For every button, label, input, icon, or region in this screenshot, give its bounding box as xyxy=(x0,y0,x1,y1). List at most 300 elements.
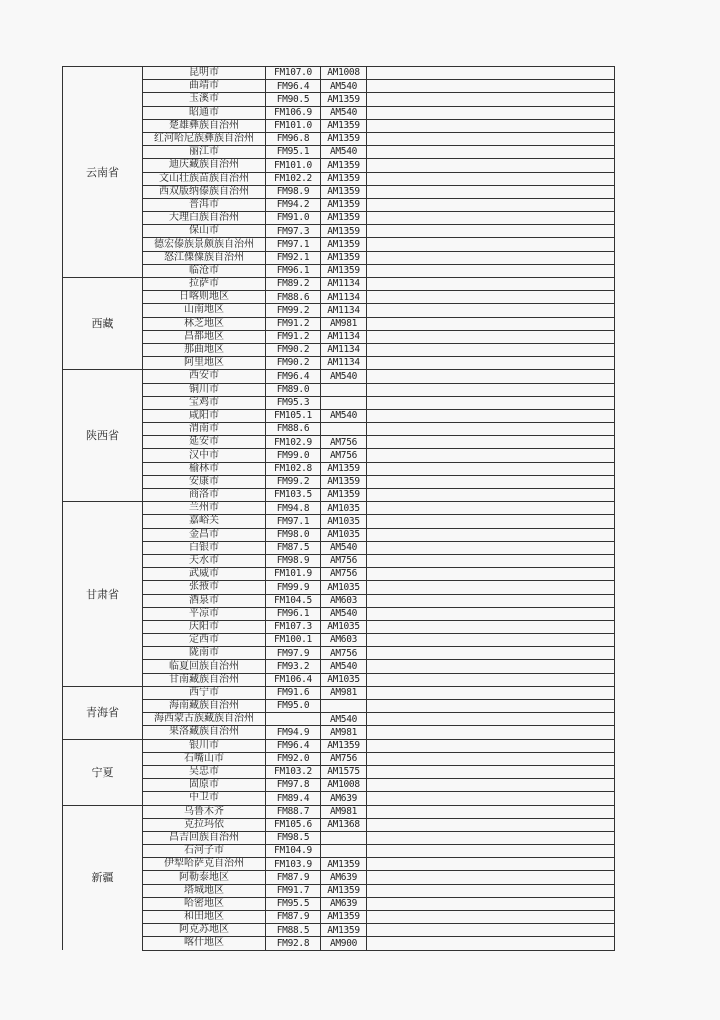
note-cell[interactable] xyxy=(367,146,615,159)
am-frequency-cell[interactable]: AM1134 xyxy=(321,357,367,370)
table-row xyxy=(63,765,615,778)
province-cell[interactable]: 甘肃省 xyxy=(63,502,143,687)
am-frequency-cell[interactable]: AM1359 xyxy=(321,858,367,871)
am-frequency-cell[interactable]: AM1359 xyxy=(321,119,367,132)
city-cell[interactable]: 酒泉市 xyxy=(143,594,266,607)
table-row xyxy=(63,554,615,567)
am-frequency-cell[interactable]: AM1575 xyxy=(321,765,367,778)
am-frequency-cell[interactable]: AM1035 xyxy=(321,528,367,541)
table-row xyxy=(63,436,615,449)
city-cell[interactable]: 那曲地区 xyxy=(143,343,266,356)
fm-frequency-cell[interactable]: FM99.2 xyxy=(266,475,321,488)
city-cell[interactable]: 德宏傣族景颇族自治州 xyxy=(143,238,266,251)
am-frequency-cell[interactable]: AM1035 xyxy=(321,515,367,528)
note-cell[interactable] xyxy=(367,159,615,172)
am-frequency-cell[interactable]: AM540 xyxy=(321,146,367,159)
fm-frequency-cell[interactable]: FM100.1 xyxy=(266,634,321,647)
am-frequency-cell[interactable]: AM1368 xyxy=(321,818,367,831)
note-cell[interactable] xyxy=(367,713,615,726)
am-frequency-cell[interactable]: AM1359 xyxy=(321,238,367,251)
am-frequency-cell[interactable]: AM1035 xyxy=(321,502,367,515)
city-cell[interactable]: 天水市 xyxy=(143,554,266,567)
fm-frequency-cell[interactable]: FM105.6 xyxy=(266,818,321,831)
note-cell[interactable] xyxy=(367,343,615,356)
city-cell[interactable]: 塔城地区 xyxy=(143,884,266,897)
am-frequency-cell[interactable]: AM1134 xyxy=(321,330,367,343)
fm-frequency-cell[interactable]: FM95.3 xyxy=(266,396,321,409)
am-frequency-cell[interactable]: AM1359 xyxy=(321,159,367,172)
city-cell[interactable]: 汉中市 xyxy=(143,449,266,462)
am-frequency-cell[interactable]: AM639 xyxy=(321,871,367,884)
note-cell[interactable] xyxy=(367,409,615,422)
fm-frequency-cell[interactable]: FM87.9 xyxy=(266,871,321,884)
table-row xyxy=(63,106,615,119)
province-cell[interactable]: 新疆 xyxy=(63,805,143,950)
fm-frequency-cell[interactable]: FM92.0 xyxy=(266,752,321,765)
am-frequency-cell[interactable]: AM540 xyxy=(321,80,367,93)
am-frequency-cell[interactable]: AM981 xyxy=(321,805,367,818)
city-cell[interactable]: 和田地区 xyxy=(143,911,266,924)
fm-frequency-cell[interactable]: FM88.7 xyxy=(266,805,321,818)
note-cell[interactable] xyxy=(367,93,615,106)
city-cell[interactable]: 咸阳市 xyxy=(143,409,266,422)
city-cell[interactable]: 昆明市 xyxy=(143,67,266,80)
note-cell[interactable] xyxy=(367,357,615,370)
city-cell[interactable]: 商洛市 xyxy=(143,489,266,502)
note-cell[interactable] xyxy=(367,528,615,541)
fm-frequency-cell[interactable]: FM96.8 xyxy=(266,132,321,145)
fm-frequency-cell[interactable]: FM106.9 xyxy=(266,106,321,119)
city-cell[interactable]: 哈密地区 xyxy=(143,897,266,910)
city-cell[interactable]: 宝鸡市 xyxy=(143,396,266,409)
province-cell[interactable]: 西藏 xyxy=(63,278,143,370)
am-frequency-cell[interactable]: AM1008 xyxy=(321,67,367,80)
city-cell[interactable]: 渭南市 xyxy=(143,423,266,436)
fm-frequency-cell[interactable]: FM98.9 xyxy=(266,185,321,198)
note-cell[interactable] xyxy=(367,212,615,225)
note-cell[interactable] xyxy=(367,871,615,884)
note-cell[interactable] xyxy=(367,198,615,211)
table-row xyxy=(63,212,615,225)
note-cell[interactable] xyxy=(367,383,615,396)
am-frequency-cell[interactable]: AM1008 xyxy=(321,779,367,792)
am-frequency-cell[interactable]: AM603 xyxy=(321,594,367,607)
city-cell[interactable]: 白银市 xyxy=(143,541,266,554)
am-frequency-cell[interactable]: AM639 xyxy=(321,792,367,805)
note-cell[interactable] xyxy=(367,647,615,660)
note-cell[interactable] xyxy=(367,620,615,633)
note-cell[interactable] xyxy=(367,700,615,713)
fm-frequency-cell[interactable]: FM88.6 xyxy=(266,291,321,304)
fm-frequency-cell[interactable]: FM92.8 xyxy=(266,937,321,950)
am-frequency-cell[interactable]: AM756 xyxy=(321,436,367,449)
table-row xyxy=(63,792,615,805)
fm-frequency-cell[interactable]: FM99.2 xyxy=(266,304,321,317)
table-row xyxy=(63,396,615,409)
table-row xyxy=(63,528,615,541)
am-frequency-cell[interactable]: AM540 xyxy=(321,713,367,726)
province-cell[interactable]: 宁夏 xyxy=(63,739,143,805)
fm-frequency-cell[interactable]: FM91.0 xyxy=(266,212,321,225)
city-cell[interactable]: 陇南市 xyxy=(143,647,266,660)
fm-frequency-cell[interactable]: FM94.8 xyxy=(266,502,321,515)
note-cell[interactable] xyxy=(367,449,615,462)
fm-frequency-cell[interactable]: FM96.4 xyxy=(266,739,321,752)
note-cell[interactable] xyxy=(367,423,615,436)
note-cell[interactable] xyxy=(367,80,615,93)
note-cell[interactable] xyxy=(367,554,615,567)
am-frequency-cell[interactable] xyxy=(321,396,367,409)
fm-frequency-cell[interactable]: FM91.6 xyxy=(266,686,321,699)
note-cell[interactable] xyxy=(367,581,615,594)
city-cell[interactable]: 楚雄彝族自治州 xyxy=(143,119,266,132)
city-cell[interactable]: 喀什地区 xyxy=(143,937,266,950)
city-cell[interactable]: 平凉市 xyxy=(143,607,266,620)
am-frequency-cell[interactable]: AM1359 xyxy=(321,489,367,502)
table-row xyxy=(63,291,615,304)
fm-frequency-cell[interactable]: FM97.8 xyxy=(266,779,321,792)
am-frequency-cell[interactable]: AM1359 xyxy=(321,739,367,752)
city-cell[interactable]: 石嘴山市 xyxy=(143,752,266,765)
city-cell[interactable]: 阿勒泰地区 xyxy=(143,871,266,884)
city-cell[interactable]: 西宁市 xyxy=(143,686,266,699)
fm-frequency-cell[interactable]: FM97.1 xyxy=(266,238,321,251)
table-row xyxy=(63,119,615,132)
am-frequency-cell[interactable]: AM756 xyxy=(321,568,367,581)
note-cell[interactable] xyxy=(367,251,615,264)
city-cell[interactable]: 银川市 xyxy=(143,739,266,752)
table-row xyxy=(63,343,615,356)
note-cell[interactable] xyxy=(367,278,615,291)
city-cell[interactable]: 临夏回族自治州 xyxy=(143,660,266,673)
am-frequency-cell[interactable]: AM1134 xyxy=(321,278,367,291)
city-cell[interactable]: 西安市 xyxy=(143,370,266,383)
note-cell[interactable] xyxy=(367,845,615,858)
city-cell[interactable]: 山南地区 xyxy=(143,304,266,317)
fm-frequency-cell[interactable]: FM97.9 xyxy=(266,647,321,660)
city-cell[interactable]: 金昌市 xyxy=(143,528,266,541)
city-cell[interactable]: 伊犁哈萨克自治州 xyxy=(143,858,266,871)
fm-frequency-cell[interactable]: FM98.5 xyxy=(266,831,321,844)
note-cell[interactable] xyxy=(367,673,615,686)
am-frequency-cell[interactable]: AM756 xyxy=(321,752,367,765)
am-frequency-cell[interactable] xyxy=(321,831,367,844)
note-cell[interactable] xyxy=(367,924,615,937)
table-row xyxy=(63,897,615,910)
am-frequency-cell[interactable] xyxy=(321,700,367,713)
am-frequency-cell[interactable]: AM900 xyxy=(321,937,367,950)
city-cell[interactable]: 张掖市 xyxy=(143,581,266,594)
city-cell[interactable]: 拉萨市 xyxy=(143,278,266,291)
note-cell[interactable] xyxy=(367,634,615,647)
note-cell[interactable] xyxy=(367,739,615,752)
fm-frequency-cell[interactable]: FM90.5 xyxy=(266,93,321,106)
am-frequency-cell[interactable]: AM1359 xyxy=(321,264,367,277)
city-cell[interactable]: 日喀则地区 xyxy=(143,291,266,304)
am-frequency-cell[interactable]: AM1359 xyxy=(321,884,367,897)
am-frequency-cell[interactable]: AM1134 xyxy=(321,304,367,317)
fm-frequency-cell[interactable]: FM94.9 xyxy=(266,726,321,739)
am-frequency-cell[interactable]: AM540 xyxy=(321,409,367,422)
note-cell[interactable] xyxy=(367,475,615,488)
note-cell[interactable] xyxy=(367,317,615,330)
fm-frequency-cell[interactable]: FM107.0 xyxy=(266,67,321,80)
fm-frequency-cell[interactable]: FM88.6 xyxy=(266,423,321,436)
am-frequency-cell[interactable]: AM540 xyxy=(321,660,367,673)
am-frequency-cell[interactable]: AM540 xyxy=(321,106,367,119)
city-cell[interactable]: 安康市 xyxy=(143,475,266,488)
city-cell[interactable]: 定西市 xyxy=(143,634,266,647)
table-row xyxy=(63,409,615,422)
am-frequency-cell[interactable]: AM1134 xyxy=(321,343,367,356)
fm-frequency-cell[interactable]: FM104.9 xyxy=(266,845,321,858)
fm-frequency-cell[interactable]: FM103.9 xyxy=(266,858,321,871)
fm-frequency-cell[interactable]: FM94.2 xyxy=(266,198,321,211)
am-frequency-cell[interactable]: AM1359 xyxy=(321,911,367,924)
note-cell[interactable] xyxy=(367,541,615,554)
note-cell[interactable] xyxy=(367,792,615,805)
am-frequency-cell[interactable]: AM540 xyxy=(321,607,367,620)
note-cell[interactable] xyxy=(367,726,615,739)
city-cell[interactable]: 克拉玛依 xyxy=(143,818,266,831)
city-cell[interactable]: 大理白族自治州 xyxy=(143,212,266,225)
table-row xyxy=(63,132,615,145)
city-cell[interactable]: 嘉峪关 xyxy=(143,515,266,528)
note-cell[interactable] xyxy=(367,238,615,251)
note-cell[interactable] xyxy=(367,911,615,924)
am-frequency-cell[interactable]: AM756 xyxy=(321,554,367,567)
fm-frequency-cell[interactable]: FM101.9 xyxy=(266,568,321,581)
city-cell[interactable]: 林芝地区 xyxy=(143,317,266,330)
city-cell[interactable]: 阿克苏地区 xyxy=(143,924,266,937)
fm-frequency-cell[interactable]: FM98.9 xyxy=(266,554,321,567)
city-cell[interactable]: 甘南藏族自治州 xyxy=(143,673,266,686)
city-cell[interactable]: 昌吉回族自治州 xyxy=(143,831,266,844)
note-cell[interactable] xyxy=(367,132,615,145)
fm-frequency-cell[interactable]: FM98.0 xyxy=(266,528,321,541)
city-cell[interactable]: 文山壮族苗族自治州 xyxy=(143,172,266,185)
fm-frequency-cell[interactable]: FM99.0 xyxy=(266,449,321,462)
note-cell[interactable] xyxy=(367,515,615,528)
city-cell[interactable]: 石河子市 xyxy=(143,845,266,858)
table-row xyxy=(63,805,615,818)
note-cell[interactable] xyxy=(367,185,615,198)
am-frequency-cell[interactable]: AM756 xyxy=(321,647,367,660)
note-cell[interactable] xyxy=(367,119,615,132)
city-cell[interactable]: 兰州市 xyxy=(143,502,266,515)
city-cell[interactable]: 榆林市 xyxy=(143,462,266,475)
city-cell[interactable]: 玉溪市 xyxy=(143,93,266,106)
city-cell[interactable]: 曲靖市 xyxy=(143,80,266,93)
note-cell[interactable] xyxy=(367,805,615,818)
am-frequency-cell[interactable]: AM1359 xyxy=(321,93,367,106)
am-frequency-cell[interactable]: AM756 xyxy=(321,449,367,462)
fm-frequency-cell[interactable]: FM89.0 xyxy=(266,383,321,396)
note-cell[interactable] xyxy=(367,818,615,831)
note-cell[interactable] xyxy=(367,225,615,238)
note-cell[interactable] xyxy=(367,264,615,277)
city-cell[interactable]: 普洱市 xyxy=(143,198,266,211)
fm-frequency-cell[interactable]: FM101.0 xyxy=(266,159,321,172)
note-cell[interactable] xyxy=(367,594,615,607)
am-frequency-cell[interactable]: AM1359 xyxy=(321,172,367,185)
note-cell[interactable] xyxy=(367,106,615,119)
note-cell[interactable] xyxy=(367,462,615,475)
am-frequency-cell[interactable]: AM1359 xyxy=(321,475,367,488)
city-cell[interactable]: 铜川市 xyxy=(143,383,266,396)
table-row xyxy=(63,251,615,264)
note-cell[interactable] xyxy=(367,304,615,317)
note-cell[interactable] xyxy=(367,752,615,765)
am-frequency-cell[interactable]: AM1035 xyxy=(321,673,367,686)
note-cell[interactable] xyxy=(367,396,615,409)
table-row xyxy=(63,330,615,343)
am-frequency-cell[interactable]: AM603 xyxy=(321,634,367,647)
table-row xyxy=(63,726,615,739)
am-frequency-cell[interactable]: AM540 xyxy=(321,370,367,383)
note-cell[interactable] xyxy=(367,660,615,673)
fm-frequency-cell[interactable]: FM88.5 xyxy=(266,924,321,937)
fm-frequency-cell[interactable]: FM95.1 xyxy=(266,146,321,159)
fm-frequency-cell[interactable]: FM105.1 xyxy=(266,409,321,422)
am-frequency-cell[interactable] xyxy=(321,845,367,858)
city-cell[interactable]: 海南藏族自治州 xyxy=(143,700,266,713)
table-row xyxy=(63,818,615,831)
note-cell[interactable] xyxy=(367,436,615,449)
city-cell[interactable]: 武威市 xyxy=(143,568,266,581)
am-frequency-cell[interactable]: AM1359 xyxy=(321,462,367,475)
fm-frequency-cell[interactable]: FM95.5 xyxy=(266,897,321,910)
note-cell[interactable] xyxy=(367,370,615,383)
city-cell[interactable]: 中卫市 xyxy=(143,792,266,805)
am-frequency-cell[interactable] xyxy=(321,423,367,436)
am-frequency-cell[interactable]: AM1359 xyxy=(321,251,367,264)
province-cell[interactable]: 陕西省 xyxy=(63,370,143,502)
city-cell[interactable]: 果洛藏族自治州 xyxy=(143,726,266,739)
am-frequency-cell[interactable]: AM1359 xyxy=(321,225,367,238)
city-cell[interactable]: 昭通市 xyxy=(143,106,266,119)
province-cell[interactable]: 青海省 xyxy=(63,686,143,739)
city-cell[interactable]: 海西蒙古族藏族自治州 xyxy=(143,713,266,726)
city-cell[interactable]: 固原市 xyxy=(143,779,266,792)
fm-frequency-cell[interactable]: FM104.5 xyxy=(266,594,321,607)
fm-frequency-cell[interactable]: FM87.9 xyxy=(266,911,321,924)
note-cell[interactable] xyxy=(367,172,615,185)
fm-frequency-cell[interactable]: FM89.4 xyxy=(266,792,321,805)
am-frequency-cell[interactable]: AM1359 xyxy=(321,198,367,211)
note-cell[interactable] xyxy=(367,568,615,581)
fm-frequency-cell[interactable]: FM87.5 xyxy=(266,541,321,554)
city-cell[interactable]: 红河哈尼族彝族自治州 xyxy=(143,132,266,145)
table-row xyxy=(63,238,615,251)
fm-frequency-cell[interactable]: FM102.8 xyxy=(266,462,321,475)
note-cell[interactable] xyxy=(367,937,615,950)
city-cell[interactable]: 保山市 xyxy=(143,225,266,238)
note-cell[interactable] xyxy=(367,67,615,80)
note-cell[interactable] xyxy=(367,779,615,792)
am-frequency-cell[interactable] xyxy=(321,383,367,396)
note-cell[interactable] xyxy=(367,686,615,699)
am-frequency-cell[interactable]: AM1359 xyxy=(321,185,367,198)
city-cell[interactable]: 庆阳市 xyxy=(143,620,266,633)
fm-frequency-cell[interactable]: FM96.1 xyxy=(266,264,321,277)
fm-frequency-cell[interactable]: FM90.2 xyxy=(266,357,321,370)
note-cell[interactable] xyxy=(367,884,615,897)
fm-frequency-cell[interactable]: FM96.4 xyxy=(266,370,321,383)
fm-frequency-cell[interactable]: FM93.2 xyxy=(266,660,321,673)
fm-frequency-cell[interactable]: FM91.2 xyxy=(266,317,321,330)
fm-frequency-cell[interactable]: FM96.1 xyxy=(266,607,321,620)
city-cell[interactable]: 吴忠市 xyxy=(143,765,266,778)
fm-frequency-cell[interactable]: FM95.0 xyxy=(266,700,321,713)
fm-frequency-cell[interactable]: FM96.4 xyxy=(266,80,321,93)
table-row xyxy=(63,93,615,106)
fm-frequency-cell[interactable]: FM106.4 xyxy=(266,673,321,686)
am-frequency-cell[interactable]: AM1035 xyxy=(321,620,367,633)
fm-frequency-cell[interactable] xyxy=(266,713,321,726)
city-cell[interactable]: 阿里地区 xyxy=(143,357,266,370)
am-frequency-cell[interactable]: AM1359 xyxy=(321,924,367,937)
fm-frequency-cell[interactable]: FM97.1 xyxy=(266,515,321,528)
fm-frequency-cell[interactable]: FM102.9 xyxy=(266,436,321,449)
fm-frequency-cell[interactable]: FM103.5 xyxy=(266,489,321,502)
fm-frequency-cell[interactable]: FM89.2 xyxy=(266,278,321,291)
am-frequency-cell[interactable]: AM1035 xyxy=(321,581,367,594)
am-frequency-cell[interactable]: AM1359 xyxy=(321,132,367,145)
table-row xyxy=(63,831,615,844)
fm-frequency-cell[interactable]: FM107.3 xyxy=(266,620,321,633)
note-cell[interactable] xyxy=(367,897,615,910)
city-cell[interactable]: 怒江傈僳族自治州 xyxy=(143,251,266,264)
am-frequency-cell[interactable]: AM639 xyxy=(321,897,367,910)
am-frequency-cell[interactable]: AM1134 xyxy=(321,291,367,304)
note-cell[interactable] xyxy=(367,489,615,502)
am-frequency-cell[interactable]: AM540 xyxy=(321,541,367,554)
am-frequency-cell[interactable]: AM981 xyxy=(321,686,367,699)
fm-frequency-cell[interactable]: FM101.0 xyxy=(266,119,321,132)
fm-frequency-cell[interactable]: FM102.2 xyxy=(266,172,321,185)
table-row xyxy=(63,462,615,475)
city-cell[interactable]: 延安市 xyxy=(143,436,266,449)
am-frequency-cell[interactable]: AM981 xyxy=(321,726,367,739)
fm-frequency-cell[interactable]: FM90.2 xyxy=(266,343,321,356)
fm-frequency-cell[interactable]: FM91.2 xyxy=(266,330,321,343)
city-cell[interactable]: 迪庆藏族自治州 xyxy=(143,159,266,172)
note-cell[interactable] xyxy=(367,858,615,871)
note-cell[interactable] xyxy=(367,330,615,343)
note-cell[interactable] xyxy=(367,502,615,515)
city-cell[interactable]: 丽江市 xyxy=(143,146,266,159)
table-row xyxy=(63,924,615,937)
fm-frequency-cell[interactable]: FM99.9 xyxy=(266,581,321,594)
fm-frequency-cell[interactable]: FM97.3 xyxy=(266,225,321,238)
city-cell[interactable]: 乌鲁木齐 xyxy=(143,805,266,818)
fm-frequency-cell[interactable]: FM92.1 xyxy=(266,251,321,264)
city-cell[interactable]: 临沧市 xyxy=(143,264,266,277)
fm-frequency-cell[interactable]: FM91.7 xyxy=(266,884,321,897)
table-row xyxy=(63,475,615,488)
city-cell[interactable]: 昌都地区 xyxy=(143,330,266,343)
province-cell[interactable]: 云南省 xyxy=(63,67,143,278)
city-cell[interactable]: 西双版纳傣族自治州 xyxy=(143,185,266,198)
note-cell[interactable] xyxy=(367,831,615,844)
fm-frequency-cell[interactable]: FM103.2 xyxy=(266,765,321,778)
am-frequency-cell[interactable]: AM1359 xyxy=(321,212,367,225)
note-cell[interactable] xyxy=(367,291,615,304)
am-frequency-cell[interactable]: AM981 xyxy=(321,317,367,330)
note-cell[interactable] xyxy=(367,607,615,620)
note-cell[interactable] xyxy=(367,765,615,778)
